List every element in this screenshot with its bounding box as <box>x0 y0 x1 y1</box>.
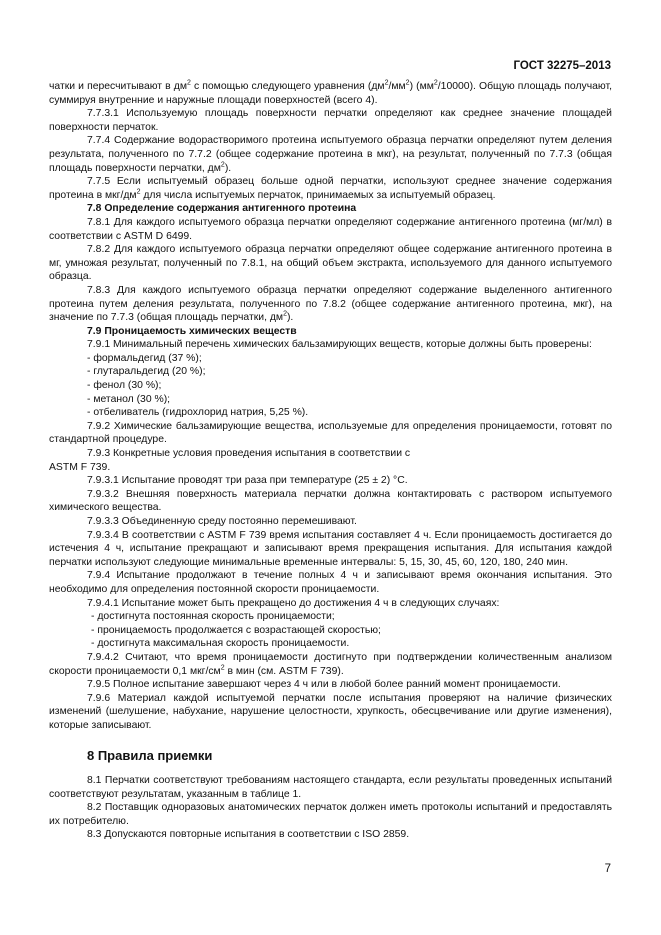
paragraph-7-9-5: 7.9.5 Полное испытание завершают через 4 ч или в любой более ранний момент проницаемости. <box>87 679 561 691</box>
paragraph-7-7-3-1: 7.7.3.1 Используемую площадь поверхности перчатки определяют как среднее значение площадей поверхности перчаток. <box>49 108 612 133</box>
document-code: ГОСТ 32275–2013 <box>513 60 611 72</box>
list-item: - формальдегид (37 %); <box>87 352 202 364</box>
paragraph-7-7-5: 7.7.5 Если испытуемый образец больше одной перчатки, используют среднее значение содержания протеина в мкг/$дм^2$ для числа испытуемых перчаток, принимаемых за испытуемый образец. <box>49 176 612 201</box>
paragraph-7-9-4: 7.9.4 Испытание продолжают в течение полных 4 ч и записывают время окончания испытания. Это необходимо для определения постоянной скорости проницаемости. <box>49 570 612 595</box>
paragraph-7-9-3: 7.9.3 Конкретные условия проведения испытания в соответствии с <box>87 448 411 460</box>
paragraph-7-8-3: 7.8.3 Для каждого испытуемого образца перчатки определяют содержание выделенного антигенного протеина путем деления результата, полученного по 7.8.2 (общее содержание антигенного протеина, мкг), на значение по 7.7.3 (общая площадь перчатки, $дм^2$). <box>49 284 612 324</box>
paragraph-8-1: 8.1 Перчатки соответствуют требованиям настоящего стандарта, если результаты проведенных испытаний соответствуют результатам, указанным в таблице 1. <box>49 775 612 800</box>
list-item: - фенол (30 %); <box>87 380 162 392</box>
heading-7-9: 7.9 Проницаемость химических веществ <box>87 325 297 337</box>
section-8-title: 8 Правила приемки <box>87 747 213 763</box>
paragraph-8-3: 8.3 Допускаются повторные испытания в соответствии с ISO 2859. <box>87 829 410 841</box>
list-item: - достигнута постоянная скорость проницаемости; <box>91 611 335 623</box>
paragraph-7-7-4: 7.7.4 Содержание водорастворимого протеина испытуемого образца перчатки определяют путем деления результата, полученного по 7.7.2 (общее содержание протеина в мкг), на результат, полученный по 7.7.3 (общая площадь поверхности перчатки, $дм^2$). <box>49 135 612 174</box>
paragraph-area-formula: чатки и пересчитывают в $дм^2$ с помощью следующего уравнения $(дм^2/мм^2)$ $(мм^2/10000)$. Общую площадь получают, суммируя внутренние и наружные площади поверхностей (всего 4). <box>49 79 612 106</box>
paragraph-7-9-4-1: 7.9.4.1 Испытание может быть прекращено до достижения 4 ч в следующих случаях: <box>87 597 500 609</box>
paragraph-7-8-2: 7.8.2 Для каждого испытуемого образца перчатки определяют общее содержание антигенного протеина в мг, умножая результат, полученный по 7.8.1, на общий объем экстракта, используемого для данного испытуемого образца. <box>49 244 612 283</box>
paragraph-7-9-1: 7.9.1 Минимальный перечень химических бальзамирующих веществ, которые должны быть проверены: <box>87 339 592 351</box>
list-item: - глутаральдегид (20 %); <box>87 366 206 378</box>
paragraph-7-9-3-2: 7.9.3.2 Внешняя поверхность материала перчатки должна контактировать с раствором испытуемого химического вещества. <box>49 488 612 514</box>
paragraph-8-2: 8.2 Поставщик одноразовых анатомических перчаток должен иметь протоколы испытаний и предоставлять их потребителю. <box>49 802 612 827</box>
list-item: - достигнута максимальная скорость проницаемости. <box>91 638 350 650</box>
paragraph-7-9-4-2: 7.9.4.2 Считают, что время проницаемости достигнуто при подтверждении количественным анализом скорости проницаемости 0,1 мкг/$см^2$ в мин (см. ASTM F 739). <box>49 651 612 677</box>
page-number: 7 <box>604 863 611 875</box>
paragraph-7-9-2: 7.9.2 Химические бальзамирующие вещества, используемые для определения проницаемости, готовят по стандартной процедуре. <box>49 420 612 446</box>
list-item: - отбеливатель (гидрохлорид натрия, 5,25 %). <box>87 407 309 419</box>
paragraph-7-9-3-standard: ASTM F 739. <box>49 461 111 473</box>
list-item: - проницаемость продолжается с возрастающей скоростью; <box>91 624 381 636</box>
heading-7-8: 7.8 Определение содержания антигенного протеина <box>87 203 357 215</box>
paragraph-7-8-1: 7.8.1 Для каждого испытуемого образца перчатки определяют содержание антигенного протеина (мг/мл) в соответствии с ASTM D 6499. <box>49 216 612 242</box>
paragraph-7-9-3-1: 7.9.3.1 Испытание проводят три раза при температуре (25 ± 2) °С. <box>87 475 408 487</box>
paragraph-7-9-6: 7.9.6 Материал каждой испытуемой перчатки после испытания проверяют на наличие физических изменений (шелушение, набухание, нарушение целостности, хрупкость, обесцвечивание или другие изменения), которые записывают. <box>49 692 612 731</box>
page-content <box>49 80 612 842</box>
paragraph-7-9-3-3: 7.9.3.3 Объединенную среду постоянно перемешивают. <box>87 516 357 527</box>
list-item: - метанол (30 %); <box>87 393 171 405</box>
paragraph-7-9-3-4: 7.9.3.4 В соответствии с ASTM F 739 время испытания составляет 4 ч. Если проницаемость достигается до истечения 4 ч, испытание прекращают и записывают время прекращения испытания. Для испытания каждой перчатки используют следующие минимальные временные интервалы: 5, 15, 30, 45, 60, 120, 180, 240 мин. <box>49 529 612 568</box>
